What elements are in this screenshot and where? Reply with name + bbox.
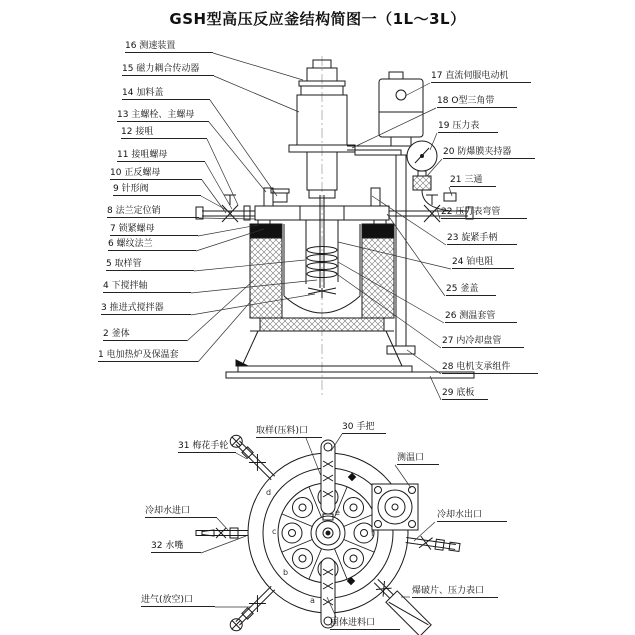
- part-label-21: 21 三通: [450, 175, 496, 187]
- v-belt: [347, 146, 391, 150]
- temp-port-unit: [372, 484, 418, 530]
- part-label-10: 10 正反螺母: [110, 168, 202, 180]
- part-label-14: 14 加料盖: [122, 88, 210, 100]
- diagram-title: GSH型高压反应釜结构简图一（1L～3L）: [169, 10, 466, 28]
- label-sampling-port: 取样(压料)口: [256, 426, 322, 438]
- tee-fitting: [444, 193, 456, 201]
- part-label-11: 11 接咀螺母: [117, 150, 205, 162]
- part-label-20: 20 防爆膜夹持器: [443, 147, 535, 159]
- base-plate: [226, 372, 474, 378]
- water-inlet-nozzle: [196, 528, 248, 538]
- part-label-2: 2 釜体: [103, 329, 187, 341]
- port-letter-a: a: [310, 596, 315, 605]
- label-handwheel-31: 31 梅花手轮: [178, 441, 236, 453]
- part-label-23: 23 旋紧手柄: [447, 233, 517, 245]
- label-water-nozzle-32: 32 水嘴: [151, 541, 201, 553]
- part-label-29: 29 底板: [442, 388, 488, 400]
- servo-motor: [379, 72, 423, 146]
- part-label-24: 24 铂电阻: [452, 257, 514, 269]
- diamond-mark: [347, 577, 355, 585]
- part-label-7: 7 锁紧螺母: [110, 224, 198, 236]
- hub: [311, 516, 345, 550]
- port-letter-f: f: [371, 529, 374, 538]
- label-handle-30: 30 手把: [342, 422, 386, 434]
- port-letter-d: d: [266, 488, 272, 497]
- label-cooling-inlet: 冷却水进口: [145, 506, 217, 518]
- part-label-27: 27 内冷却盘管: [442, 336, 524, 348]
- part-label-8: 8 法兰定位销: [107, 206, 199, 218]
- part-label-19: 19 压力表: [438, 121, 498, 133]
- part-label-13: 13 主螺栓、主螺母: [117, 110, 209, 122]
- part-label-16: 16 测速装置: [125, 41, 213, 53]
- gas-inlet-valve: [228, 584, 277, 633]
- label-gas-vent-port: 进气(放空)口: [141, 595, 215, 607]
- port-letter-b: b: [283, 568, 289, 577]
- label-rupture-disc: 爆破片、压力表口: [412, 586, 498, 598]
- part-label-18: 18 O型三角带: [437, 96, 517, 108]
- part-label-9: 9 针形阀: [113, 184, 201, 196]
- leader-lines: [187, 53, 452, 617]
- label-temp-port: 测温口: [397, 453, 439, 465]
- part-label-3: 3 推进式搅拌器: [101, 303, 191, 315]
- part-label-17: 17 直流伺服电动机: [431, 71, 531, 83]
- part-label-1: 1 电加热炉及保温套: [98, 350, 198, 362]
- sampling-port-tube: [321, 440, 335, 520]
- port-letter-c: c: [272, 527, 277, 536]
- part-label-15: 15 磁力耦合传动器: [122, 64, 214, 76]
- part-label-26: 26 测温套管: [445, 311, 517, 323]
- part-label-28: 28 电机支承组件: [442, 362, 538, 374]
- main-cross-section-view: [196, 56, 474, 398]
- part-label-22: 22 压力表弯管: [441, 207, 527, 219]
- rupture-disc-holder: [413, 176, 431, 190]
- part-label-25: 25 釜盖: [446, 284, 496, 296]
- part-label-12: 12 接咀: [121, 127, 207, 139]
- port-letter-e: e: [335, 508, 340, 517]
- label-solid-feed-port: 固体进料口: [330, 618, 400, 630]
- part-label-4: 4 下搅拌轴: [103, 281, 191, 293]
- support-bar: [355, 150, 401, 155]
- part-label-6: 6 螺纹法兰: [108, 239, 196, 251]
- part-label-5: 5 取样管: [106, 259, 194, 271]
- water-outlet-nozzle: [405, 534, 460, 553]
- label-cooling-outlet: 冷却水出口: [437, 510, 507, 522]
